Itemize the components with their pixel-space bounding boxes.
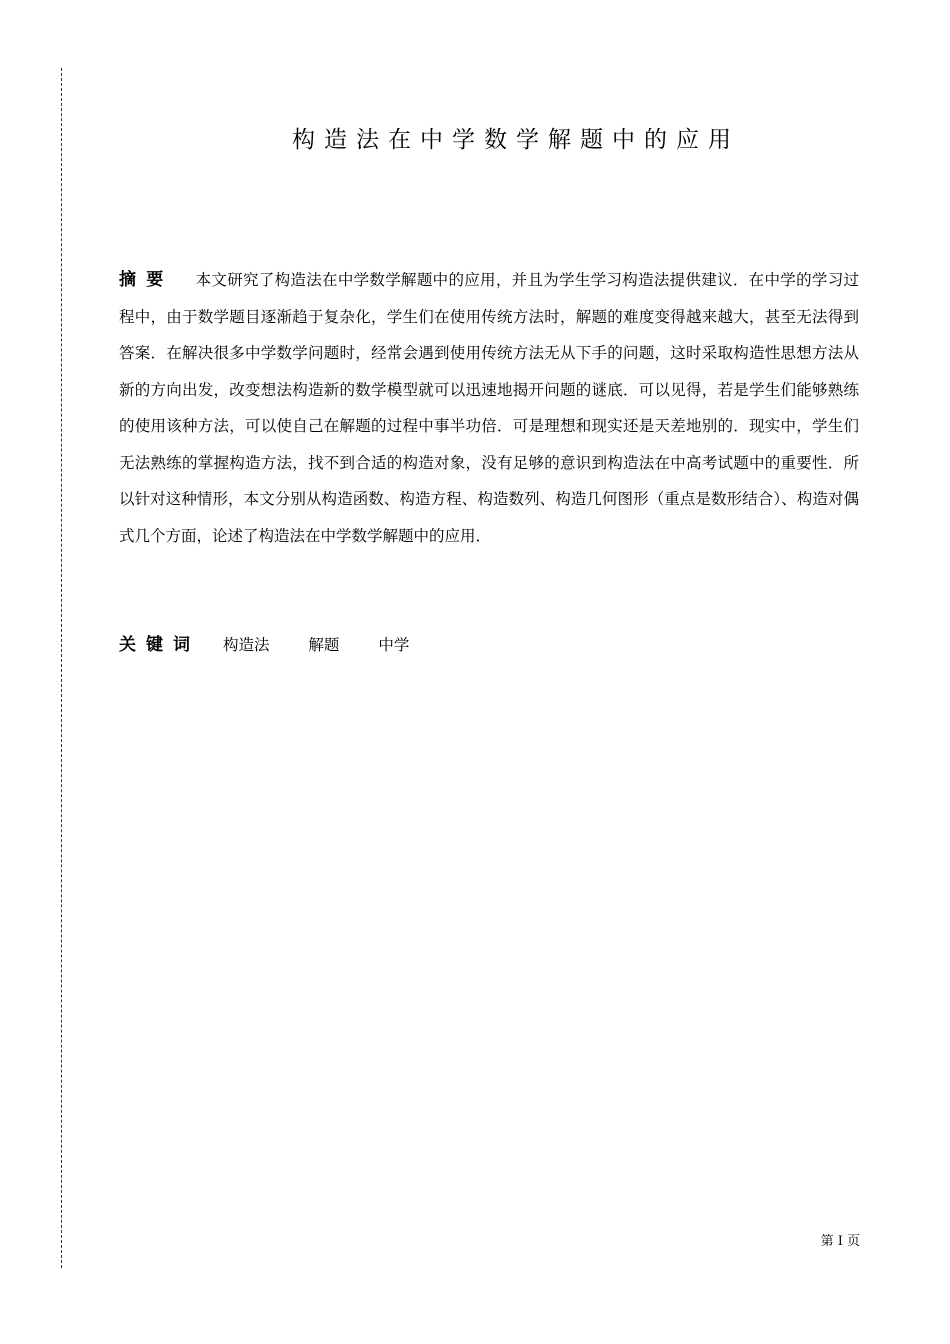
keywords-label: 关键词 xyxy=(119,635,200,655)
abstract-label: 摘要 xyxy=(119,270,174,290)
keyword-item: 中学 xyxy=(378,636,410,654)
page-title: 构造法在中学数学解题中的应用 xyxy=(292,127,740,153)
keyword-item: 解题 xyxy=(308,636,340,654)
abstract-section xyxy=(119,262,859,554)
keyword-item: 构造法 xyxy=(222,636,270,654)
abstract-text: 本文研究了构造法在中学数学解题中的应用，并且为学生学习构造法提供建议．在中学的学习过程中，由于数学题目逐渐趋于复杂化，学生们在使用传统方法时，解题的难度变得越来越大，甚至无法得到答案．在解决很多中学数学问题时，经常会遇到使用传统方法无从下手的问题，这时采取构造性思想方法从新的方向出发，改变想法构造新的数学模型就可以迅速地揭开问题的谜底．可以见得，若是学生们能够熟练的使用该种方法，可以使自己在解题的过程中事半功倍．可是理想和现实还是天差地别的．现实中，学生们无法熟练的掌握构造方法，找不到合适的构造对象，没有足够的意识到构造法在中高考试题中的重要性．所以针对这种情形，本文分别从构造函数、构造方程、构造数列、构造几何图形（重点是数形结合）、构造对偶式几个方面，论述了构造法在中学数学解题中的应用． xyxy=(119,271,859,545)
page-number: 第 I 页 xyxy=(820,1234,860,1249)
keywords-section xyxy=(119,627,443,663)
binding-margin-dashed-line xyxy=(61,68,62,1268)
